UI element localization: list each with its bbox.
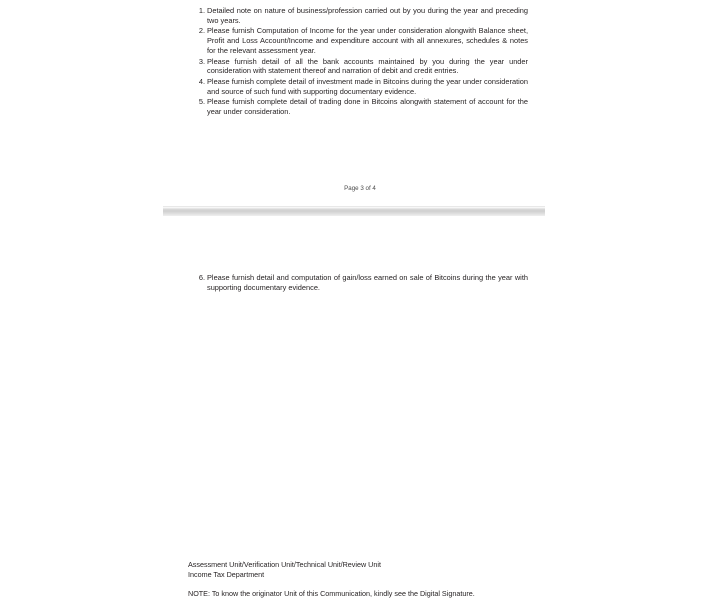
list-item-number: 3.	[198, 56, 205, 66]
list-item	[188, 97, 528, 117]
list-item	[188, 26, 528, 56]
requirements-list-page-4	[188, 273, 528, 293]
list-item-number: 6.	[198, 273, 205, 282]
numbered-list	[188, 6, 528, 117]
list-item	[188, 77, 528, 97]
list-item-number: 4.	[198, 76, 205, 86]
list-item-text: Please furnish detail of all the bank accounts maintained by you during the year under consideration with statement thereof and narration of debit and credit entries.	[207, 56, 528, 76]
document-page-3	[0, 0, 720, 207]
list-item-text: Detailed note on nature of business/profession carried out by you during the year and preceding two years.	[207, 6, 528, 25]
list-item	[188, 273, 528, 293]
numbered-list	[188, 273, 528, 293]
list-item-text: Please furnish Computation of Income for the year under consideration alongwith Balance sheet, Profit and Loss Account/Income and expenditure account with all annexures, schedules & notes for the relevant assessment year.	[207, 26, 528, 56]
list-item-number: 1.	[198, 6, 205, 15]
department-line: Income Tax Department	[188, 570, 265, 579]
page-number-label: Page 3 of 4	[344, 185, 376, 192]
signature-block	[188, 560, 528, 580]
document-page-4	[0, 216, 720, 598]
list-item	[188, 57, 528, 77]
list-item-text: Please furnish complete detail of investment made in Bitcoins during the year under consideration and source of such fund with supporting documentary evidence.	[207, 76, 528, 96]
list-item-text: Please furnish detail and computation of gain/loss earned on sale of Bitcoins during the year with supporting documentary evidence.	[207, 273, 528, 292]
list-item-number: 2.	[198, 26, 205, 36]
list-item-text: Please furnish complete detail of trading done in Bitcoins alongwith statement of account for the year under consideration.	[207, 97, 528, 117]
digital-signature-note: NOTE: To know the originator Unit of this Communication, kindly see the Digital Signature.	[188, 589, 475, 598]
list-item-number: 5.	[198, 97, 205, 107]
requirements-list-page-3	[188, 6, 528, 117]
assessment-unit-line: Assessment Unit/Verification Unit/Technical Unit/Review Unit	[188, 560, 381, 569]
list-item	[188, 6, 528, 26]
